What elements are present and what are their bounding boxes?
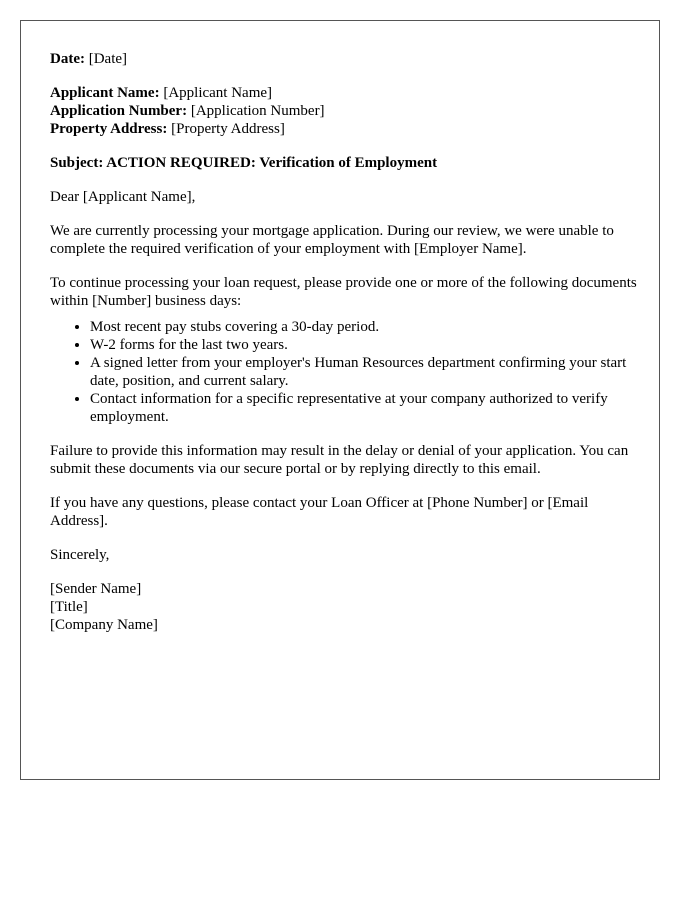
- date-value: [Date]: [88, 51, 128, 67]
- closing: Sincerely,: [50, 547, 110, 563]
- applicant-name-value: [Applicant Name]: [163, 85, 273, 101]
- letter-page: [20, 20, 660, 780]
- application-number-label: Application Number:: [50, 103, 188, 119]
- list-item: • W-2 forms for the last two years.: [90, 336, 640, 354]
- date-label: Date:: [50, 51, 85, 67]
- required-documents-list: [50, 318, 640, 426]
- sender-name: [Sender Name]: [50, 581, 142, 597]
- application-number-value: [Application Number]: [190, 103, 325, 119]
- list-item: • Most recent pay stubs covering a 30-day period.: [90, 318, 640, 336]
- list-item: • A signed letter from your employer's Human Resources department confirming your start date, position, and current salary.: [90, 354, 640, 390]
- company-name: [Company Name]: [50, 617, 158, 633]
- property-address-label: Property Address:: [50, 121, 168, 137]
- sender-title: [Title]: [50, 599, 88, 615]
- subject-line: Subject: ACTION REQUIRED: Verification of Employment: [50, 155, 438, 171]
- greeting: Dear [Applicant Name],: [50, 189, 196, 205]
- applicant-name-line: [50, 84, 640, 102]
- property-address-value: [Property Address]: [171, 121, 285, 137]
- list-item: • Contact information for a specific representative at your company authorized to verify employment.: [90, 390, 640, 426]
- application-number-line: [50, 102, 640, 120]
- applicant-info: [50, 84, 640, 138]
- paragraph-failure-notice: Failure to provide this information may result in the delay or denial of your application. You can submit these documents via our secure portal or by replying directly to this email.: [50, 443, 629, 477]
- signature-block: [50, 580, 640, 634]
- paragraph-processing: We are currently processing your mortgage application. During our review, we were unable to complete the required verification of your employment with [Employer Name].: [50, 223, 614, 257]
- applicant-name-label: Applicant Name:: [50, 85, 160, 101]
- letter-body: [50, 50, 640, 650]
- paragraph-documents-request: To continue processing your loan request, please provide one or more of the following documents within [Number] business days:: [50, 275, 637, 309]
- date-line: [50, 50, 640, 68]
- property-address-line: [50, 120, 640, 138]
- paragraph-contact: If you have any questions, please contact your Loan Officer at [Phone Number] or [Email Address].: [50, 495, 589, 529]
